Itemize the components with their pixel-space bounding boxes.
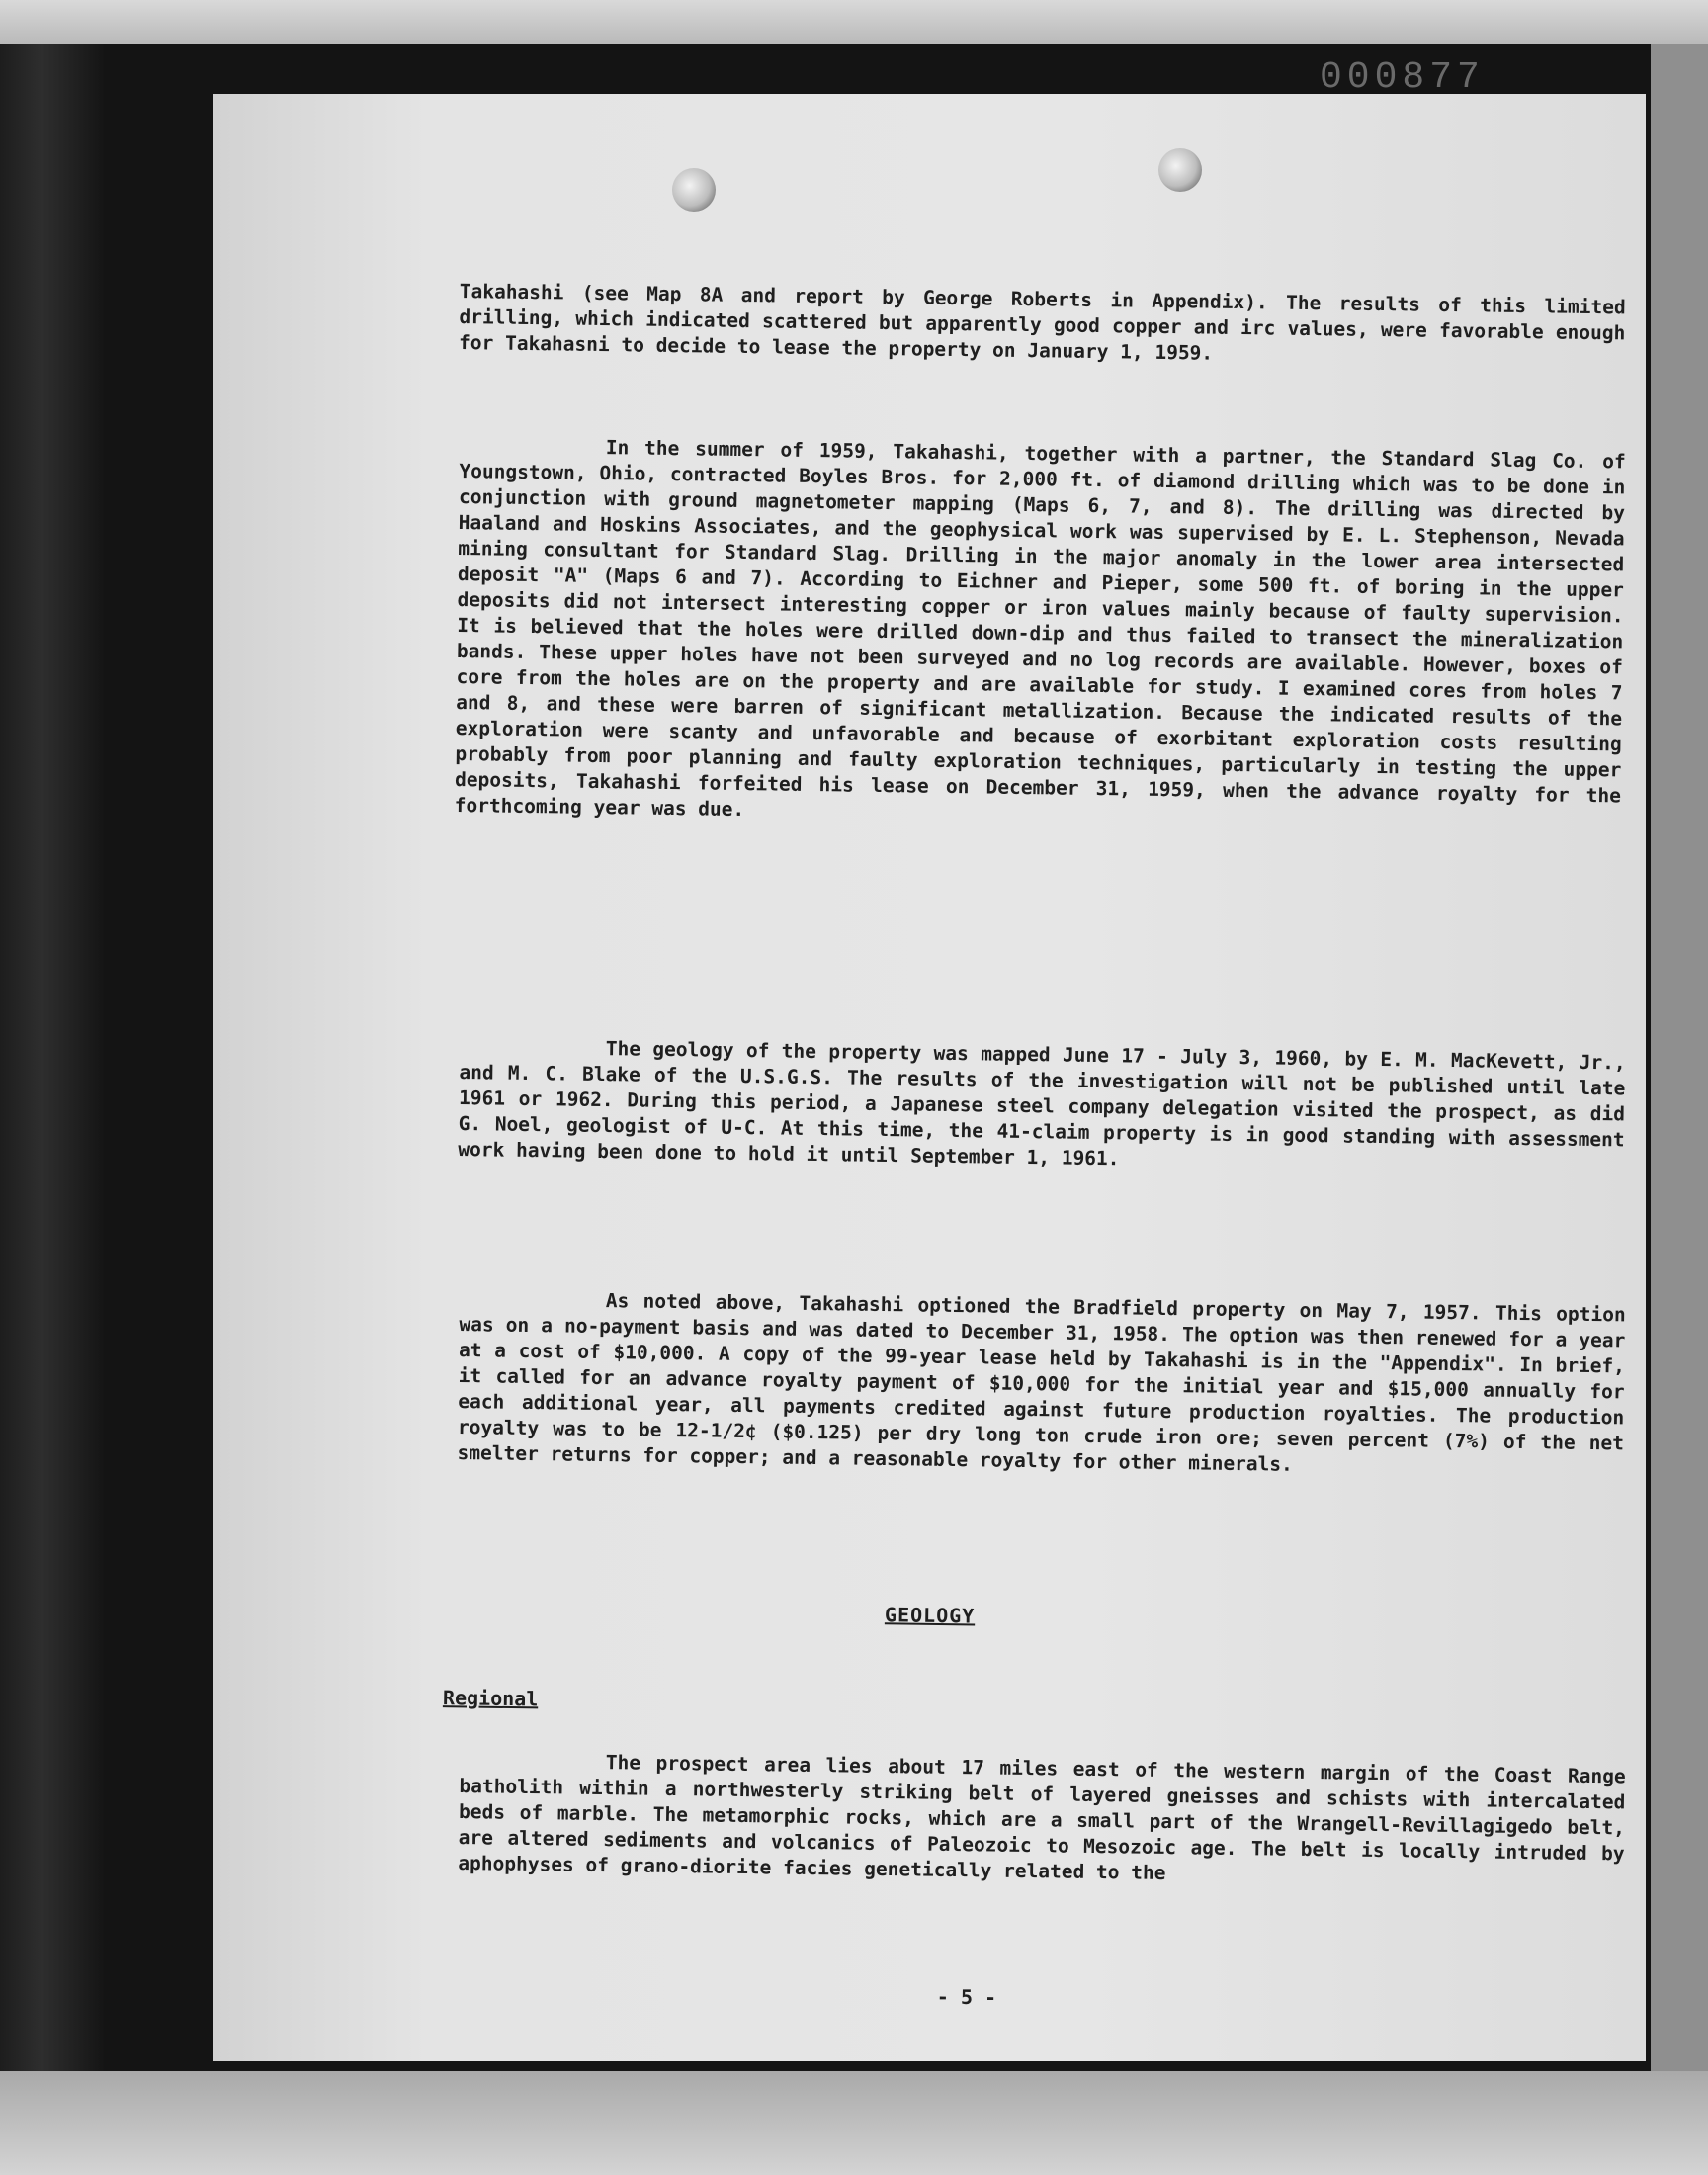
scanner-bottom-margin (0, 2071, 1708, 2175)
page-number: - 5 - (936, 1984, 997, 2010)
punch-hole-left (672, 168, 716, 212)
scanner-top-margin (0, 0, 1708, 44)
subsection-title: Regional (442, 1686, 539, 1711)
paragraph-option-terms: As noted above, Takahashi optioned the Bradfield property on May 7, 1957. This option was on a no-payment basis and was dated to December 31, 1958. The option was then renewed for a year at a cost of $10,000. A copy of the 99-year lease held by Takahashi is in the "Appendix". In brief, it called for an advance royalty payment of $10,000 for the initial year and $15,000 annually for each additional year, all payments credited against future production royalties. The production royalty was to be 12-1/2¢ ($0.125) per dry long ton crude iron ore; seven percent (7%) of the net smelter returns for copper; and a reasonable royalty for other minerals. (457, 1289, 1626, 1476)
paragraph-1959-drilling: In the summer of 1959, Takahashi, together with a partner, the Standard Slag Co. of Youngstown, Ohio, contracted Boyles Bros. for 2,000 ft. of diamond drilling which was to be done in conjunction with ground magnetometer mapping (Maps 6, 7, and 8). The drilling was directed by Haaland and Hoskins Associates, and the geophysical work was supervised by E. L. Stephenson, Nevada mining consultant for Standard Slag. Drilling in the major anomaly in the lower area intersected deposit "A" (Maps 6 and 7). According to Eichner and Pieper, some 500 ft. of boring in the upper deposits did not intersect interesting copper or iron values mainly because of faulty supervision. It is believed that the holes were drilled down-dip and thus failed to transect the mineralization bands. These upper holes have not been surveyed and no log records are available. However, boxes of core from the holes are on the property and are available for study. I examined cores from holes 7 and 8, and these were barren of significant metallization. Because the indicated results of the exploration were scanty and unfavorable and because of exorbitant exploration costs resulting probably from poor planning and faulty exploration techniques, particularly in testing the upper deposits, Takahashi forfeited his lease on December 31, 1959, when the advance royalty for the forthcoming year was due. (454, 436, 1626, 822)
document-number: 000877 (1320, 56, 1485, 99)
binder-edge (0, 44, 104, 2071)
punch-hole-right (1158, 148, 1202, 192)
paragraph-regional-geology: The prospect area lies about 17 miles east of the western margin of the Coast Range batholith within a northwesterly striking belt of layered gneisses and schists with intercalated beds of marble. The metamorphic rocks, which are a small part of the Wrangell-Revillagigedo belt, are altered sediments and volcanics of Paleozoic to Mesozoic age. The belt is locally intruded by aphophyses of grano-diorite facies genetically related to the (458, 1751, 1626, 1884)
paragraph-takahashi-drilling: Takahashi (see Map 8A and report by George Roberts in Appendix). The results of this limited drilling, which indicated scattered but apparently good copper and irc values, were favorable enough for Takahasni to decide to lease the property on January 1, 1959. (458, 279, 1626, 365)
section-title: GEOLOGY (884, 1603, 976, 1628)
paragraph-geology-mapping: The geology of the property was mapped June 17 - July 3, 1960, by E. M. MacKevett, Jr., and M. C. Blake of the U.S.G.S. The results of the investigation will not be published until late 1961 or 1962. During this period, a Japanese steel company delegation visited the prospect, as did G. Noel, geologist of U-C. At this time, the 41-claim property is in good standing with assessment work having been done to hold it until September 1, 1961. (458, 1037, 1626, 1171)
